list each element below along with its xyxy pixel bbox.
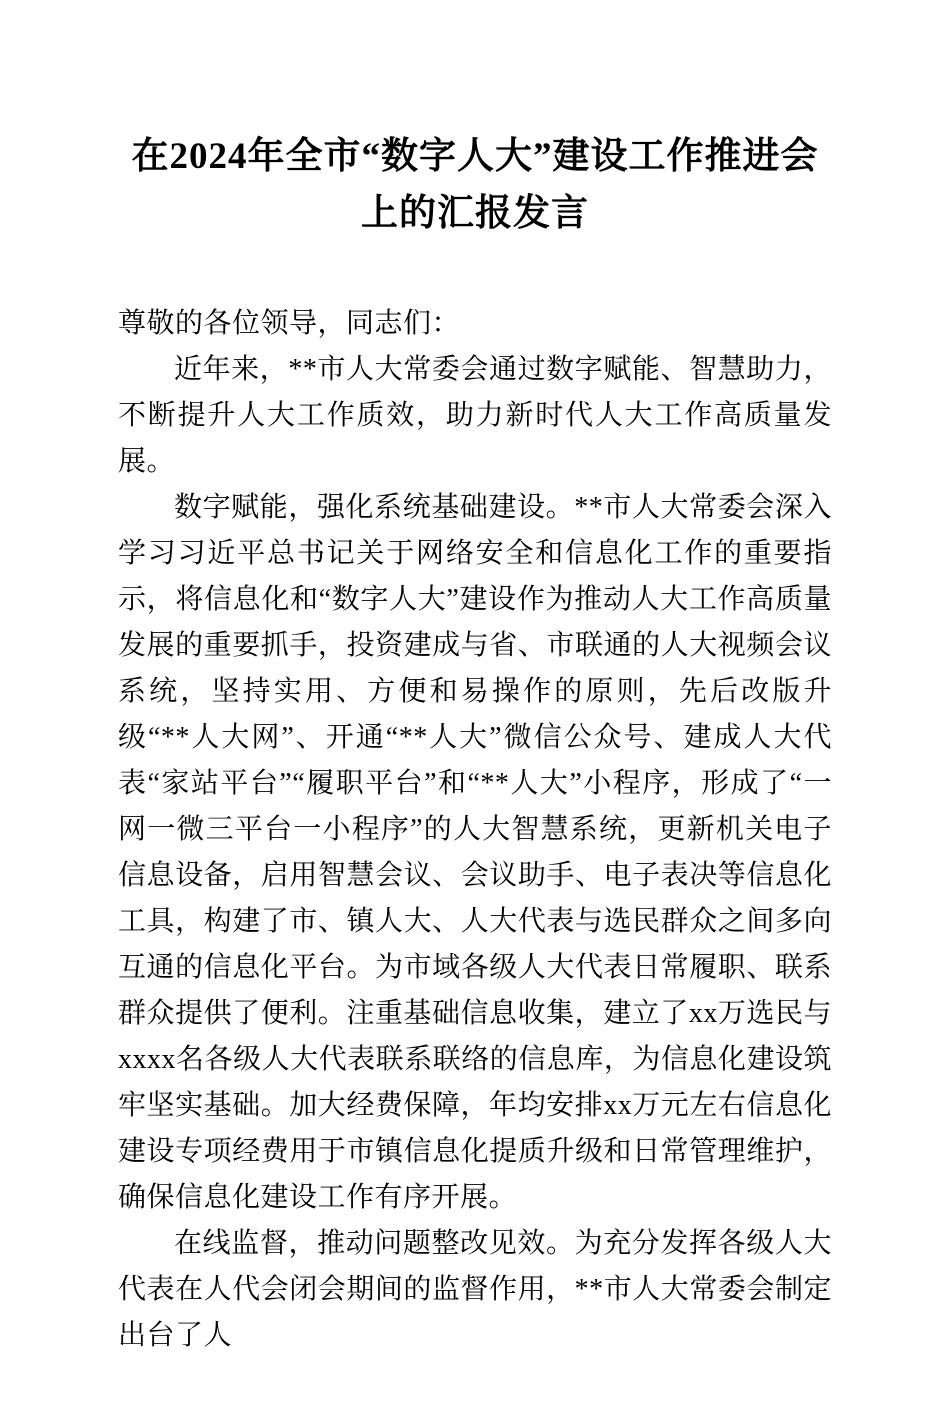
document-title: 在2024年全市“数字人大”建设工作推进会上的汇报发言 <box>131 136 819 235</box>
paragraph: 近年来，**市人大常委会通过数字赋能、智慧助力，不断提升人大工作质效，助力新时代人大工作高质量发展。 <box>118 353 832 477</box>
document-body <box>118 301 832 1359</box>
paragraph: 尊敬的各位领导，同志们： <box>118 307 461 339</box>
paragraph: 在线监督，推动问题整改见效。为充分发挥各级人大代表在人代会闭会期间的监督作用，**市人大常委会制定出台了人 <box>118 1227 832 1351</box>
paragraph: 数字赋能，强化系统基础建设。**市人大常委会深入学习习近平总书记关于网络安全和信息化工作的重要指示，将信息化和“数字人大”建设作为推动人大工作高质量发展的重要抓手，投资建成与省、市联通的人大视频会议系统，坚持实用、方便和易操作的原则，先后改版升级“**人大网”、开通“**人大”微信公众号、建成人大代表“家站平台”“履职平台”和“**人大”小程序，形成了“一网一微三平台一小程序”的人大智慧系统，更新机关电子信息设备，启用智慧会议、会议助手、电子表决等信息化工具，构建了市、镇人大、人大代表与选民群众之间多向互通的信息化平台。为市域各级人大代表日常履职、联系群众提供了便利。注重基础信息收集，建立了xx万选民与xxxx名各级人大代表联系联络的信息库，为信息化建设筑牢坚实基础。加大经费保障，年均安排xx万元左右信息化建设专项经费用于市镇信息化提质升级和日常管理维护，确保信息化建设工作有序开展。 <box>118 491 832 1213</box>
